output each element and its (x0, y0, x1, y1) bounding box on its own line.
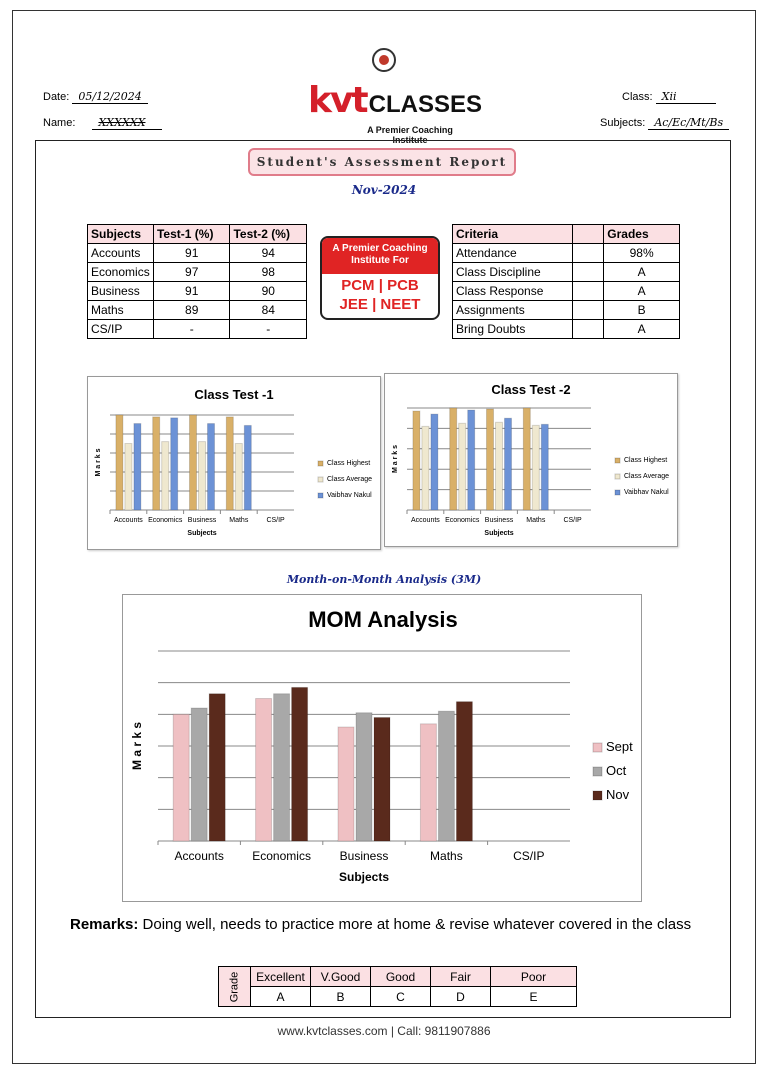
x-axis-title: Subjects (187, 530, 217, 537)
x-tick-label: Economics (445, 517, 480, 524)
grade-letters-row (219, 987, 577, 1007)
cell-test1: - (153, 320, 230, 339)
chart-mom-frame (122, 594, 642, 902)
x-tick-label: Maths (526, 517, 546, 524)
grade-letter: D (431, 987, 491, 1007)
cell-test1: 91 (153, 282, 230, 301)
bar-class-average (459, 423, 466, 510)
promo-badge (320, 236, 440, 320)
promo-line3: PCM | PCB (341, 277, 419, 294)
bar-sept (173, 714, 189, 841)
bar-oct (438, 711, 454, 841)
grade-label-cell (219, 967, 251, 1007)
footer-contact: www.kvtclasses.com | Call: 9811907886 (277, 1024, 491, 1038)
bar-vaibhav-nakul (244, 425, 251, 510)
bar-nov (374, 718, 390, 842)
promo-bottom (322, 274, 438, 314)
table-header-row (453, 225, 680, 244)
cell-test1: 97 (153, 263, 230, 282)
x-tick-label: Accounts (411, 517, 440, 524)
legend-label: Class Highest (624, 457, 668, 464)
cell-spacer (572, 244, 604, 263)
x-tick-label: Business (187, 517, 217, 524)
x-tick-label: Economics (148, 517, 183, 524)
bar-sept (256, 699, 272, 842)
remarks-label: Remarks: (70, 916, 139, 933)
y-axis-title: M a r k s (95, 448, 102, 477)
legend-swatch (318, 477, 323, 482)
x-axis-title: Subjects (338, 870, 390, 884)
x-tick-label: CS/IP (266, 517, 285, 524)
cell-grade: B (604, 301, 680, 320)
cell-grade: A (604, 320, 680, 339)
bar-vaibhav-nakul (431, 414, 438, 510)
subjects-value: Ac/Ec/Mt/Bs (648, 116, 729, 130)
legend-label: Vaibhav Nakul (624, 489, 669, 496)
report-period: Nov-2024 (351, 183, 417, 197)
legend-swatch (593, 767, 602, 776)
header-test2: Test-2 (%) (230, 225, 307, 244)
table-header-row (88, 225, 307, 244)
chart-test1 (88, 377, 382, 551)
cell-test2: 84 (230, 301, 307, 320)
date-label: Date: (43, 91, 70, 103)
bar-class-average (496, 422, 503, 510)
y-axis-title: M a r k s (130, 721, 144, 771)
cell-criteria: Bring Doubts (453, 320, 573, 339)
table-row (88, 301, 307, 320)
x-tick-label: Accounts (114, 517, 143, 524)
cell-subject: Accounts (88, 244, 154, 263)
cell-test2: 94 (230, 244, 307, 263)
legend-swatch (593, 791, 602, 800)
grade-scale-table (218, 966, 577, 1007)
grade-letter: B (311, 987, 371, 1007)
table-row (453, 244, 680, 263)
bar-vaibhav-nakul (171, 418, 178, 510)
x-tick-label: Accounts (174, 849, 224, 863)
logo-tagline: A Premier Coaching Institute (367, 125, 453, 145)
legend-label: Sept (606, 739, 633, 754)
promo-line1: A Premier Coaching (332, 243, 428, 254)
bar-vaibhav-nakul (468, 410, 475, 510)
scores-table (87, 224, 307, 339)
x-tick-label: Business (484, 517, 514, 524)
grade-name: Fair (431, 967, 491, 987)
header-subjects: Subjects (88, 225, 154, 244)
bar-class-highest (413, 411, 420, 510)
bar-class-highest (226, 417, 233, 510)
bar-class-average (235, 444, 242, 511)
legend-label: Nov (606, 787, 630, 802)
cell-grade: 98% (604, 244, 680, 263)
bar-class-highest (153, 417, 160, 510)
class-value: Xii (656, 90, 716, 104)
header-grades: Grades (604, 225, 680, 244)
header-spacer (572, 225, 604, 244)
chart-title: Class Test -1 (194, 387, 274, 402)
x-tick-label: Maths (229, 517, 249, 524)
chart-title: MOM Analysis (308, 607, 458, 632)
name-value: XXXXXX (92, 116, 162, 130)
chart-mom (123, 595, 643, 903)
chart-test2-frame (384, 373, 678, 547)
cell-spacer (572, 301, 604, 320)
criteria-table (452, 224, 680, 339)
chart-test1-frame (87, 376, 381, 550)
bar-vaibhav-nakul (134, 424, 141, 510)
table-row (453, 263, 680, 282)
chart-test2 (385, 374, 679, 548)
bar-class-average (422, 426, 429, 510)
bar-class-highest (450, 408, 457, 510)
cell-subject: Economics (88, 263, 154, 282)
bar-nov (456, 702, 472, 841)
cell-spacer (572, 320, 604, 339)
table-row (88, 244, 307, 263)
promo-line2: Institute For (351, 255, 409, 266)
bar-oct (356, 713, 372, 841)
bar-class-highest (116, 415, 123, 510)
legend-label: Class Highest (327, 460, 371, 467)
grade-name: V.Good (311, 967, 371, 987)
header-test1: Test-1 (%) (153, 225, 230, 244)
cell-spacer (572, 263, 604, 282)
grade-letter: C (371, 987, 431, 1007)
table-row (453, 301, 680, 320)
legend-swatch (318, 461, 323, 466)
grade-name: Good (371, 967, 431, 987)
logo-kvt: kvt (308, 80, 367, 121)
x-tick-label: Business (339, 849, 389, 863)
seal-icon (372, 48, 396, 72)
legend-swatch (318, 493, 323, 498)
grade-letter: A (251, 987, 311, 1007)
cell-subject: CS/IP (88, 320, 154, 339)
grade-letter: E (491, 987, 577, 1007)
x-tick-label: Maths (430, 849, 463, 863)
cell-test2: 98 (230, 263, 307, 282)
bar-oct (274, 694, 290, 841)
bar-class-highest (523, 408, 530, 510)
cell-test1: 91 (153, 244, 230, 263)
cell-criteria: Attendance (453, 244, 573, 263)
chart-title: Class Test -2 (491, 382, 571, 397)
subjects-label: Subjects: (600, 117, 646, 129)
cell-subject: Business (88, 282, 154, 301)
remarks (70, 916, 691, 933)
grade-name: Poor (491, 967, 577, 987)
table-row (453, 282, 680, 301)
promo-top (322, 238, 438, 274)
bar-vaibhav-nakul (208, 424, 215, 510)
bar-class-average (532, 425, 539, 510)
promo-line4: JEE | NEET (339, 296, 421, 313)
cell-grade: A (604, 263, 680, 282)
cell-test2: - (230, 320, 307, 339)
table-row (88, 282, 307, 301)
legend-swatch (615, 490, 620, 495)
x-tick-label: CS/IP (563, 517, 582, 524)
y-axis-title: M a r k s (392, 444, 399, 474)
class-label: Class: (622, 91, 653, 103)
cell-criteria: Class Response (453, 282, 573, 301)
brand-logo (300, 48, 482, 145)
bar-vaibhav-nakul (505, 418, 512, 510)
bar-nov (209, 694, 225, 841)
remarks-text: Doing well, needs to practice more at home & revise whatever covered in the class (142, 916, 692, 933)
table-row (88, 320, 307, 339)
x-tick-label: CS/IP (513, 849, 545, 863)
bar-class-average (125, 444, 132, 511)
legend-label: Oct (606, 763, 627, 778)
table-row (453, 320, 680, 339)
report-title: Student's Assessment Report (248, 148, 516, 176)
cell-spacer (572, 282, 604, 301)
legend-label: Vaibhav Nakul (327, 492, 372, 499)
logo-classes: CLASSES (368, 91, 482, 118)
legend-swatch (615, 474, 620, 479)
bar-sept (420, 724, 436, 841)
bar-oct (191, 708, 207, 841)
cell-grade: A (604, 282, 680, 301)
subjects-field (600, 116, 729, 130)
mom-section-heading: Month-on-Month Analysis (3M) (286, 573, 482, 586)
x-tick-label: Economics (252, 849, 311, 863)
grade-name: Excellent (251, 967, 311, 987)
date-field (43, 90, 148, 104)
bar-class-average (199, 442, 206, 510)
header-criteria: Criteria (453, 225, 573, 244)
cell-subject: Maths (88, 301, 154, 320)
bar-class-highest (190, 415, 197, 510)
legend-label: Class Average (624, 473, 670, 480)
grade-label: Grade (228, 971, 241, 1002)
cell-criteria: Class Discipline (453, 263, 573, 282)
bar-class-highest (487, 409, 494, 510)
legend-swatch (593, 743, 602, 752)
bar-class-average (162, 442, 169, 510)
bar-sept (338, 727, 354, 841)
bar-nov (292, 687, 308, 841)
legend-swatch (615, 458, 620, 463)
name-field (43, 116, 162, 130)
grade-names-row (219, 967, 577, 987)
cell-test2: 90 (230, 282, 307, 301)
cell-test1: 89 (153, 301, 230, 320)
table-row (88, 263, 307, 282)
legend-label: Class Average (327, 476, 373, 483)
name-label: Name: (43, 117, 76, 129)
cell-criteria: Assignments (453, 301, 573, 320)
date-value: 05/12/2024 (72, 90, 147, 104)
x-axis-title: Subjects (484, 530, 514, 537)
class-field (622, 90, 716, 104)
bar-vaibhav-nakul (541, 424, 548, 510)
